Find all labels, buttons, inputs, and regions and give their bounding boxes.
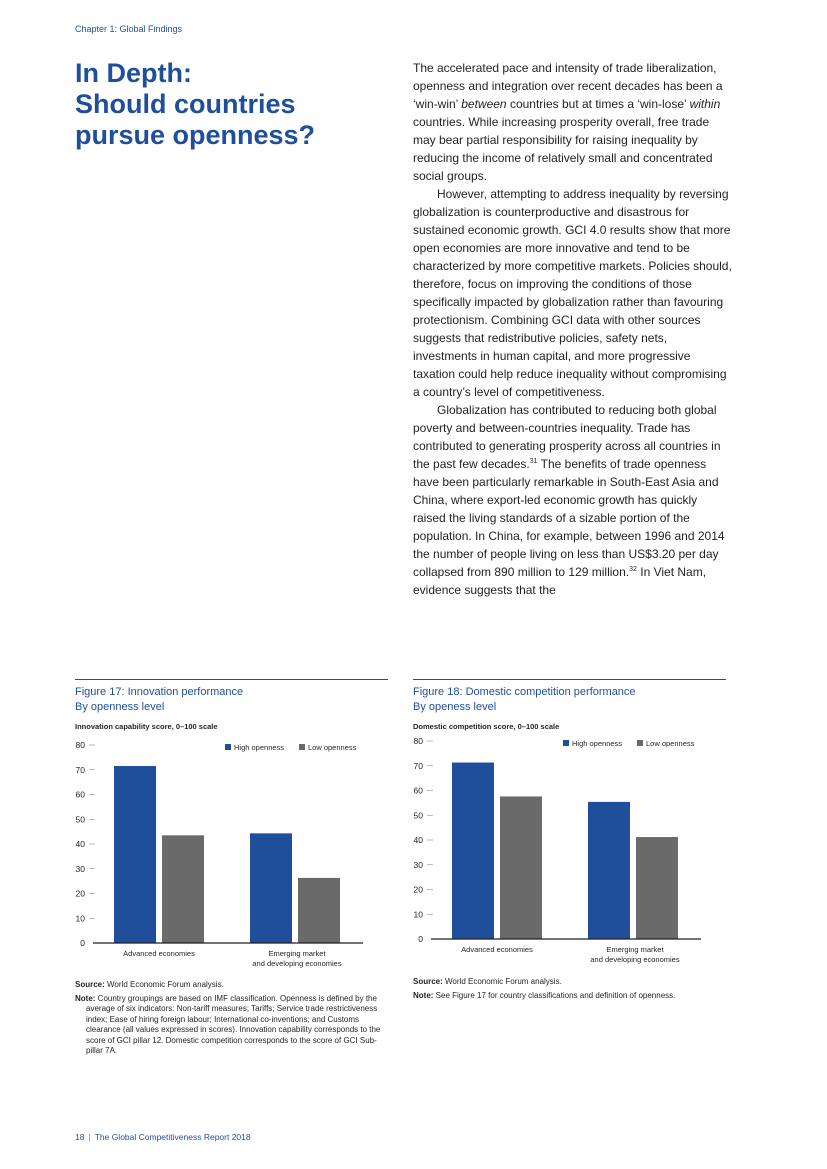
bar-low-openness-emerging bbox=[298, 878, 340, 943]
page-title bbox=[75, 58, 375, 151]
paragraph-1 bbox=[413, 59, 733, 185]
figure-17-source: Source: World Economic Forum analysis. bbox=[75, 980, 224, 989]
p1-text-a: The accelerated pace and intensity of trade liberalization, openness and integration over recent decades has been a ‘win-win’ bbox=[413, 61, 723, 111]
legend-label-low: Low openness bbox=[646, 739, 695, 748]
x-category-label: and developing economies bbox=[252, 959, 342, 968]
legend-swatch-high bbox=[563, 740, 569, 746]
p1-text-b: countries but at times a ‘win-lose’ bbox=[506, 97, 690, 111]
figure-17-rule bbox=[75, 679, 388, 680]
y-tick-label: 20 bbox=[413, 884, 423, 895]
x-category-label: Advanced economies bbox=[461, 945, 533, 954]
y-tick-label: 0 bbox=[80, 938, 85, 948]
chapter-header: Chapter 1: Global Findings bbox=[75, 24, 183, 34]
figure-18-notes bbox=[413, 977, 723, 1001]
y-tick-label: 80 bbox=[75, 740, 85, 750]
figure-18-chart bbox=[413, 719, 726, 1019]
legend-label-high: High openness bbox=[234, 743, 285, 752]
footnote-ref-31[interactable]: 31 bbox=[529, 458, 538, 465]
figure-17-chart bbox=[75, 719, 388, 1019]
title-line-3: pursue openness? bbox=[75, 120, 316, 150]
y-tick-label: 40 bbox=[75, 839, 85, 849]
figure-18-note: Note: See Figure 17 for country classifications and definition of openness. bbox=[413, 990, 676, 1000]
y-tick-label: 30 bbox=[75, 863, 85, 874]
x-category-label: Emerging market bbox=[606, 945, 664, 954]
page-number: 18 bbox=[75, 1132, 85, 1142]
y-tick-label: 50 bbox=[75, 814, 85, 825]
p3-text-a: Globalization has contributed to reducing both global poverty and between-countries inequality. Trade has contributed to generating prosperity across all countries in the past few decades. bbox=[413, 403, 721, 471]
y-tick-label: 10 bbox=[413, 909, 423, 920]
figure-17-notes bbox=[75, 980, 385, 1057]
y-tick-label: 0 bbox=[418, 934, 423, 944]
bar-low-openness-advanced bbox=[500, 796, 542, 939]
footer-separator: | bbox=[88, 1132, 91, 1142]
bar-high-openness-emerging bbox=[588, 802, 630, 939]
figure-17 bbox=[75, 679, 388, 968]
p3-text-b: The benefits of trade openness have been particularly remarkable in South-East Asia and China, where export-led economic growth has quickly raised the living standards of a sizable portion of the population. In China, for example, between 1996 and 2014 the number of people living on less than US$3.20 per day collapsed from 890 million to 129 million. bbox=[413, 457, 725, 579]
y-tick-label: 40 bbox=[413, 835, 423, 845]
p1-text-c: countries. While increasing prosperity overall, free trade may bear partial responsibility for raising inequality by reducing the income of relatively small and concentrated social groups. bbox=[413, 115, 713, 183]
y-tick-label: 20 bbox=[75, 888, 85, 899]
figure-18-subtitle: By openess level bbox=[413, 701, 497, 713]
x-category-label: and developing economies bbox=[590, 955, 680, 964]
y-tick-label: 70 bbox=[413, 760, 423, 771]
figure-17-subtitle: By openness level bbox=[75, 701, 165, 713]
figure-17-note: Note: Country groupings are based on IMF classification. Openness is defined by the average of six indicators: Non-tariff measures; Tariffs; Service trade restrictiveness index; Ease of hiring foreign labour; International co-inventions; and Customs clearance (all values expressed in scores). Innovation capability corresponds to the score of GCI pillar 12. Domestic competition corresponds to the score of GCI Sub-pillar 7A. bbox=[75, 993, 381, 1055]
title-line-2: Should countries bbox=[75, 89, 296, 119]
paragraph-2: However, attempting to address inequality by reversing globalization is counterproductive and disastrous for sustained economic growth. GCI 4.0 results show that more open economies are more innovative and tend to be characterized by more competitive markets. Policies should, therefore, focus on improving the conditions of those specifically impacted by globalization rather than favouring protectionism. Combining GCI data with other sources suggests that redistributive policies, safety nets, investments in human capital, and more progressive taxation could help reduce inequality without compromising a country’s level of competitiveness. bbox=[413, 187, 732, 399]
paragraph-3 bbox=[413, 401, 733, 599]
x-category-label: Emerging market bbox=[268, 949, 326, 958]
footnote-ref-32[interactable]: 32 bbox=[629, 566, 637, 573]
page-footer bbox=[75, 1132, 251, 1142]
bar-low-openness-advanced bbox=[162, 835, 204, 943]
legend-swatch-high bbox=[225, 744, 231, 750]
y-tick-label: 60 bbox=[75, 789, 85, 800]
bar-high-openness-emerging bbox=[250, 833, 292, 943]
report-name: The Global Competitiveness Report 2018 bbox=[94, 1132, 251, 1142]
legend-label-high: High openness bbox=[572, 739, 623, 748]
y-tick-label: 50 bbox=[413, 810, 423, 821]
p1-emphasis-within: within bbox=[689, 97, 721, 111]
y-tick-label: 80 bbox=[413, 736, 423, 746]
bar-low-openness-emerging bbox=[636, 837, 678, 939]
legend-label-low: Low openness bbox=[308, 743, 357, 752]
body-text bbox=[413, 59, 733, 599]
p3-text-c: In Viet Nam, evidence suggests that the bbox=[413, 565, 707, 597]
bar-high-openness-advanced bbox=[114, 766, 156, 943]
p1-emphasis-between: between bbox=[461, 97, 507, 111]
legend-swatch-low bbox=[637, 740, 643, 746]
x-category-label: Advanced economies bbox=[123, 949, 195, 958]
figure-18 bbox=[413, 679, 726, 964]
figure-18-rule bbox=[413, 679, 726, 680]
legend-swatch-low bbox=[299, 744, 305, 750]
y-tick-label: 10 bbox=[75, 913, 85, 924]
figure-17-title: Figure 17: Innovation performance bbox=[75, 686, 244, 698]
y-tick-label: 30 bbox=[413, 859, 423, 870]
figure-18-source: Source: World Economic Forum analysis. bbox=[413, 977, 562, 986]
title-line-1: In Depth: bbox=[75, 58, 192, 88]
figure-18-title: Figure 18: Domestic competition performance bbox=[413, 686, 636, 698]
y-tick-label: 70 bbox=[75, 764, 85, 775]
y-axis-label: Innovation capability score, 0–100 scale bbox=[75, 722, 218, 731]
y-axis-label: Domestic competition score, 0–100 scale bbox=[413, 722, 560, 731]
y-tick-label: 60 bbox=[413, 785, 423, 796]
bar-high-openness-advanced bbox=[452, 763, 494, 939]
